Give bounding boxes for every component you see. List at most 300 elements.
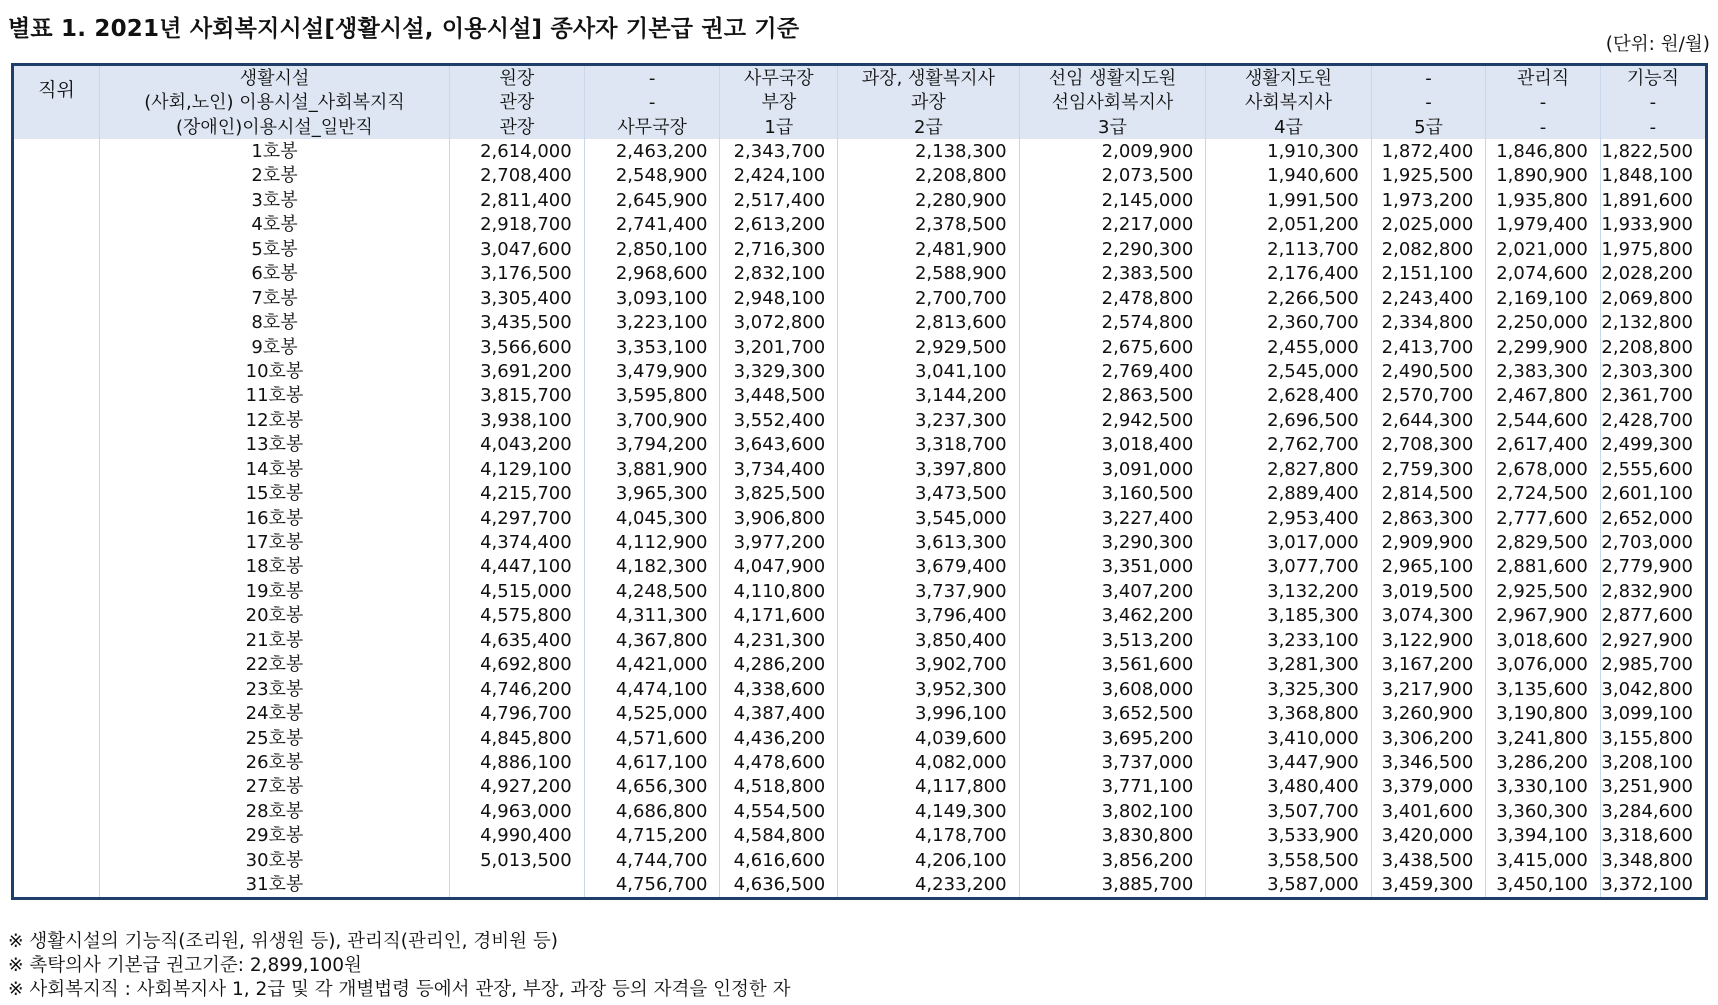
salary-cell: 1,933,900 — [1600, 213, 1706, 237]
table-row — [13, 677, 1707, 701]
salary-cell: 3,348,800 — [1600, 848, 1706, 872]
row-spacer-cell — [13, 335, 100, 359]
column-title-cell: - — [1600, 115, 1706, 139]
salary-cell: 3,566,600 — [450, 335, 585, 359]
salary-cell: 2,481,900 — [838, 237, 1019, 261]
salary-cell: 2,334,800 — [1371, 310, 1486, 334]
column-title-cell: 4급 — [1206, 115, 1371, 139]
salary-cell: 2,601,100 — [1600, 481, 1706, 505]
salary-cell: 2,628,400 — [1206, 384, 1371, 408]
salary-cell: 2,490,500 — [1371, 359, 1486, 383]
table-row — [13, 262, 1707, 286]
salary-cell: 2,967,900 — [1486, 604, 1601, 628]
table-row — [13, 433, 1707, 457]
salary-cell: 3,227,400 — [1019, 506, 1206, 530]
salary-cell: 2,918,700 — [450, 213, 585, 237]
column-title-cell: - — [584, 90, 720, 114]
salary-cell: 3,076,000 — [1486, 653, 1601, 677]
column-title-cell: - — [1486, 90, 1601, 114]
salary-cell: 3,643,600 — [720, 433, 838, 457]
salary-cell: 3,850,400 — [838, 628, 1019, 652]
salary-cell: 2,588,900 — [838, 262, 1019, 286]
salary-cell: 2,478,800 — [1019, 286, 1206, 310]
salary-cell: 2,361,700 — [1600, 384, 1706, 408]
column-title-cell: - — [584, 65, 720, 91]
salary-cell: 4,744,700 — [584, 848, 720, 872]
row-spacer-cell — [13, 408, 100, 432]
column-title-cell: 기능직 — [1600, 65, 1706, 91]
salary-cell: 4,478,600 — [720, 750, 838, 774]
salary-cell: 2,832,900 — [1600, 579, 1706, 603]
salary-cell: 4,233,200 — [838, 872, 1019, 898]
salary-cell: 2,424,100 — [720, 164, 838, 188]
salary-cell: 3,041,100 — [838, 359, 1019, 383]
salary-cell: 3,552,400 — [720, 408, 838, 432]
salary-cell: 2,074,600 — [1486, 262, 1601, 286]
salary-cell: 4,231,300 — [720, 628, 838, 652]
salary-cell: 3,217,900 — [1371, 677, 1486, 701]
column-title-cell: 부장 — [720, 90, 838, 114]
salary-cell: 4,616,600 — [720, 848, 838, 872]
table-row — [13, 701, 1707, 725]
step-cell: 5호봉 — [99, 237, 449, 261]
salary-cell: 3,652,500 — [1019, 701, 1206, 725]
salary-cell: 2,499,300 — [1600, 433, 1706, 457]
salary-cell: 3,410,000 — [1206, 726, 1371, 750]
salary-cell: 3,734,400 — [720, 457, 838, 481]
row-spacer-cell — [13, 677, 100, 701]
salary-cell: 2,850,100 — [584, 237, 720, 261]
salary-cell: 3,190,800 — [1486, 701, 1601, 725]
salary-cell: 2,724,500 — [1486, 481, 1601, 505]
table-row — [13, 408, 1707, 432]
footnotes — [8, 930, 791, 1002]
salary-cell: 3,019,500 — [1371, 579, 1486, 603]
salary-cell: 4,045,300 — [584, 506, 720, 530]
salary-cell: 2,217,000 — [1019, 213, 1206, 237]
salary-cell: 4,171,600 — [720, 604, 838, 628]
salary-cell: 4,311,300 — [584, 604, 720, 628]
row-spacer-cell — [13, 653, 100, 677]
salary-cell: 4,082,000 — [838, 750, 1019, 774]
salary-cell: 3,479,900 — [584, 359, 720, 383]
salary-cell: 3,397,800 — [838, 457, 1019, 481]
salary-cell: 4,447,100 — [450, 555, 585, 579]
position-header-cell — [13, 115, 100, 139]
footnote: ※ 촉탁의사 기본급 권고기준: 2,899,100원 — [8, 955, 362, 976]
salary-cell: 2,383,500 — [1019, 262, 1206, 286]
salary-cell: 4,636,500 — [720, 872, 838, 898]
salary-cell: 3,737,900 — [838, 579, 1019, 603]
step-cell: 30호봉 — [99, 848, 449, 872]
salary-cell: 2,769,400 — [1019, 359, 1206, 383]
salary-cell: 2,652,000 — [1600, 506, 1706, 530]
column-title-cell: 사회복지사 — [1206, 90, 1371, 114]
row-spacer-cell — [13, 848, 100, 872]
salary-cell: 3,135,600 — [1486, 677, 1601, 701]
salary-cell: 2,863,500 — [1019, 384, 1206, 408]
row-spacer-cell — [13, 530, 100, 554]
salary-cell: 2,881,600 — [1486, 555, 1601, 579]
salary-cell: 3,459,300 — [1371, 872, 1486, 898]
salary-cell: 3,815,700 — [450, 384, 585, 408]
salary-cell: 3,965,300 — [584, 481, 720, 505]
header-row — [13, 90, 1707, 114]
salary-cell: 2,644,300 — [1371, 408, 1486, 432]
salary-cell: 3,691,200 — [450, 359, 585, 383]
column-title-cell: 2급 — [838, 115, 1019, 139]
header-row — [13, 65, 1707, 91]
salary-cell: 3,608,000 — [1019, 677, 1206, 701]
salary-cell: 3,047,600 — [450, 237, 585, 261]
salary-cell: 3,122,900 — [1371, 628, 1486, 652]
salary-cell: 3,017,000 — [1206, 530, 1371, 554]
salary-cell: 1,846,800 — [1486, 139, 1601, 163]
salary-cell: 3,284,600 — [1600, 799, 1706, 823]
step-cell: 18호봉 — [99, 555, 449, 579]
salary-cell: 3,286,200 — [1486, 750, 1601, 774]
salary-cell: 3,330,100 — [1486, 775, 1601, 799]
salary-cell: 2,545,000 — [1206, 359, 1371, 383]
salary-cell: 2,051,200 — [1206, 213, 1371, 237]
salary-cell: 2,378,500 — [838, 213, 1019, 237]
salary-cell: 4,692,800 — [450, 653, 585, 677]
column-title-cell: 생활지도원 — [1206, 65, 1371, 91]
table-row — [13, 799, 1707, 823]
salary-cell: 3,167,200 — [1371, 653, 1486, 677]
salary-cell: 3,513,200 — [1019, 628, 1206, 652]
column-title-cell: 관장 — [450, 90, 585, 114]
column-title-cell: 1급 — [720, 115, 838, 139]
salary-cell: 2,069,800 — [1600, 286, 1706, 310]
row-spacer-cell — [13, 262, 100, 286]
step-cell: 8호봉 — [99, 310, 449, 334]
salary-cell: 3,379,000 — [1371, 775, 1486, 799]
row-spacer-cell — [13, 359, 100, 383]
step-cell: 19호봉 — [99, 579, 449, 603]
salary-cell: 3,233,100 — [1206, 628, 1371, 652]
unit-label: (단위: 원/월) — [1605, 34, 1710, 55]
salary-cell: 2,428,700 — [1600, 408, 1706, 432]
step-cell: 28호봉 — [99, 799, 449, 823]
salary-cell: 2,021,000 — [1486, 237, 1601, 261]
salary-cell: 3,306,200 — [1371, 726, 1486, 750]
salary-cell: 3,830,800 — [1019, 824, 1206, 848]
salary-cell: 2,829,500 — [1486, 530, 1601, 554]
row-spacer-cell — [13, 164, 100, 188]
table-row — [13, 555, 1707, 579]
salary-cell: 4,515,000 — [450, 579, 585, 603]
footnote: ※ 생활시설의 기능직(조리원, 위생원 등), 관리직(관리인, 경비원 등) — [8, 931, 558, 952]
table-row — [13, 726, 1707, 750]
column-title-cell: - — [1600, 90, 1706, 114]
row-spacer-cell — [13, 506, 100, 530]
salary-cell: 3,223,100 — [584, 310, 720, 334]
salary-cell: 3,093,100 — [584, 286, 720, 310]
salary-cell: 2,299,900 — [1486, 335, 1601, 359]
row-spacer-cell — [13, 775, 100, 799]
row-spacer-cell — [13, 628, 100, 652]
salary-cell: 2,929,500 — [838, 335, 1019, 359]
salary-cell: 2,909,900 — [1371, 530, 1486, 554]
salary-cell: 1,891,600 — [1600, 188, 1706, 212]
column-title-cell: - — [1371, 65, 1486, 91]
step-cell: 15호봉 — [99, 481, 449, 505]
column-title-cell: 사무국장 — [584, 115, 720, 139]
salary-cell: 2,455,000 — [1206, 335, 1371, 359]
salary-cell: 3,420,000 — [1371, 824, 1486, 848]
salary-cell: 2,132,800 — [1600, 310, 1706, 334]
salary-cell: 2,777,600 — [1486, 506, 1601, 530]
column-title-cell: 원장 — [450, 65, 585, 91]
salary-cell: 2,570,700 — [1371, 384, 1486, 408]
table-row — [13, 384, 1707, 408]
salary-cell: 4,796,700 — [450, 701, 585, 725]
salary-cell: 2,266,500 — [1206, 286, 1371, 310]
header-row — [13, 115, 1707, 139]
salary-cell: 3,241,800 — [1486, 726, 1601, 750]
salary-cell: 4,387,400 — [720, 701, 838, 725]
table-row — [13, 481, 1707, 505]
column-title-cell: 3급 — [1019, 115, 1206, 139]
salary-cell: 4,575,800 — [450, 604, 585, 628]
position-header-cell: 직위 — [13, 65, 100, 115]
row-spacer-cell — [13, 139, 100, 163]
salary-cell: 2,303,300 — [1600, 359, 1706, 383]
step-cell: 12호봉 — [99, 408, 449, 432]
salary-cell: 1,940,600 — [1206, 164, 1371, 188]
column-title-cell: 5급 — [1371, 115, 1486, 139]
salary-cell: 3,018,400 — [1019, 433, 1206, 457]
column-title-cell: 과장 — [838, 90, 1019, 114]
facility-type-label: 생활시설 — [99, 65, 449, 91]
row-spacer-cell — [13, 555, 100, 579]
salary-cell: 2,613,200 — [720, 213, 838, 237]
salary-cell: 1,975,800 — [1600, 237, 1706, 261]
salary-cell: 3,906,800 — [720, 506, 838, 530]
salary-cell: 4,047,900 — [720, 555, 838, 579]
salary-cell: 2,250,000 — [1486, 310, 1601, 334]
salary-cell: 4,436,200 — [720, 726, 838, 750]
salary-cell: 4,367,800 — [584, 628, 720, 652]
row-spacer-cell — [13, 384, 100, 408]
salary-table — [11, 63, 1708, 900]
salary-cell: 2,965,100 — [1371, 555, 1486, 579]
salary-cell: 2,574,800 — [1019, 310, 1206, 334]
salary-cell: 4,617,100 — [584, 750, 720, 774]
salary-cell: 2,696,500 — [1206, 408, 1371, 432]
salary-cell: 4,990,400 — [450, 824, 585, 848]
step-cell: 7호봉 — [99, 286, 449, 310]
salary-cell: 3,700,900 — [584, 408, 720, 432]
salary-cell: 3,952,300 — [838, 677, 1019, 701]
salary-cell: 4,635,400 — [450, 628, 585, 652]
salary-cell: 3,533,900 — [1206, 824, 1371, 848]
salary-cell: 3,353,100 — [584, 335, 720, 359]
step-cell: 3호봉 — [99, 188, 449, 212]
table-row — [13, 872, 1707, 898]
salary-cell: 3,281,300 — [1206, 653, 1371, 677]
salary-cell: 3,613,300 — [838, 530, 1019, 554]
salary-cell: 3,360,300 — [1486, 799, 1601, 823]
column-title-cell: 선임사회복지사 — [1019, 90, 1206, 114]
step-cell: 4호봉 — [99, 213, 449, 237]
salary-cell: 1,935,800 — [1486, 188, 1601, 212]
salary-cell: 3,561,600 — [1019, 653, 1206, 677]
salary-cell: 2,813,600 — [838, 310, 1019, 334]
salary-cell: 2,968,600 — [584, 262, 720, 286]
salary-cell: 5,013,500 — [450, 848, 585, 872]
salary-cell: 4,518,800 — [720, 775, 838, 799]
salary-cell: 2,169,100 — [1486, 286, 1601, 310]
row-spacer-cell — [13, 799, 100, 823]
step-cell: 11호봉 — [99, 384, 449, 408]
salary-cell: 1,925,500 — [1371, 164, 1486, 188]
salary-cell: 2,555,600 — [1600, 457, 1706, 481]
salary-cell: 3,595,800 — [584, 384, 720, 408]
salary-cell: 2,113,700 — [1206, 237, 1371, 261]
salary-cell: 2,675,600 — [1019, 335, 1206, 359]
step-cell: 23호봉 — [99, 677, 449, 701]
salary-cell: 2,877,600 — [1600, 604, 1706, 628]
step-cell: 26호봉 — [99, 750, 449, 774]
salary-cell: 3,091,000 — [1019, 457, 1206, 481]
salary-cell: 4,248,500 — [584, 579, 720, 603]
salary-cell: 3,072,800 — [720, 310, 838, 334]
step-cell: 25호봉 — [99, 726, 449, 750]
salary-cell: 2,617,400 — [1486, 433, 1601, 457]
salary-cell: 3,802,100 — [1019, 799, 1206, 823]
row-spacer-cell — [13, 701, 100, 725]
salary-cell: 3,290,300 — [1019, 530, 1206, 554]
column-title-cell: - — [1371, 90, 1486, 114]
step-cell: 13호봉 — [99, 433, 449, 457]
salary-cell: 3,737,000 — [1019, 750, 1206, 774]
salary-cell: 2,151,100 — [1371, 262, 1486, 286]
salary-cell: 3,794,200 — [584, 433, 720, 457]
salary-cell: 1,848,100 — [1600, 164, 1706, 188]
salary-cell: 3,462,200 — [1019, 604, 1206, 628]
salary-cell: 2,082,800 — [1371, 237, 1486, 261]
row-spacer-cell — [13, 286, 100, 310]
salary-cell: 4,963,000 — [450, 799, 585, 823]
step-cell: 9호봉 — [99, 335, 449, 359]
salary-cell: 2,028,200 — [1600, 262, 1706, 286]
salary-cell: 3,902,700 — [838, 653, 1019, 677]
row-spacer-cell — [13, 310, 100, 334]
salary-cell: 2,343,700 — [720, 139, 838, 163]
salary-cell: 2,463,200 — [584, 139, 720, 163]
salary-cell: 4,112,900 — [584, 530, 720, 554]
salary-cell: 2,700,700 — [838, 286, 1019, 310]
salary-cell: 3,155,800 — [1600, 726, 1706, 750]
salary-cell: 2,827,800 — [1206, 457, 1371, 481]
salary-cell: 4,297,700 — [450, 506, 585, 530]
salary-cell: 2,708,400 — [450, 164, 585, 188]
row-spacer-cell — [13, 481, 100, 505]
salary-cell: 2,243,400 — [1371, 286, 1486, 310]
salary-cell: 3,480,400 — [1206, 775, 1371, 799]
salary-cell: 2,138,300 — [838, 139, 1019, 163]
salary-cell: 2,383,300 — [1486, 359, 1601, 383]
salary-cell: 4,043,200 — [450, 433, 585, 457]
salary-cell: 3,885,700 — [1019, 872, 1206, 898]
table-row — [13, 506, 1707, 530]
row-spacer-cell — [13, 188, 100, 212]
salary-cell: 2,953,400 — [1206, 506, 1371, 530]
step-cell: 21호봉 — [99, 628, 449, 652]
salary-cell: 3,438,500 — [1371, 848, 1486, 872]
salary-cell: 4,715,200 — [584, 824, 720, 848]
salary-cell: 3,796,400 — [838, 604, 1019, 628]
salary-cell: 1,979,400 — [1486, 213, 1601, 237]
salary-cell: 2,741,400 — [584, 213, 720, 237]
table-row — [13, 530, 1707, 554]
step-cell: 6호봉 — [99, 262, 449, 286]
step-cell: 20호봉 — [99, 604, 449, 628]
salary-cell: 4,182,300 — [584, 555, 720, 579]
table-row — [13, 164, 1707, 188]
salary-cell: 3,260,900 — [1371, 701, 1486, 725]
salary-cell: 3,435,500 — [450, 310, 585, 334]
column-title-cell: 과장, 생활복지사 — [838, 65, 1019, 91]
table-row — [13, 359, 1707, 383]
salary-cell: 2,889,400 — [1206, 481, 1371, 505]
salary-cell: 2,073,500 — [1019, 164, 1206, 188]
salary-cell: 4,215,700 — [450, 481, 585, 505]
salary-cell: 2,025,000 — [1371, 213, 1486, 237]
table-row — [13, 824, 1707, 848]
salary-cell: 2,145,000 — [1019, 188, 1206, 212]
salary-cell: 3,160,500 — [1019, 481, 1206, 505]
salary-cell: 3,318,700 — [838, 433, 1019, 457]
step-cell: 17호봉 — [99, 530, 449, 554]
salary-cell: 3,201,700 — [720, 335, 838, 359]
salary-cell: 2,548,900 — [584, 164, 720, 188]
salary-cell: 2,985,700 — [1600, 653, 1706, 677]
salary-cell: 3,448,500 — [720, 384, 838, 408]
table-row — [13, 628, 1707, 652]
salary-cell: 1,910,300 — [1206, 139, 1371, 163]
column-title-cell: 사무국장 — [720, 65, 838, 91]
salary-cell: 2,413,700 — [1371, 335, 1486, 359]
salary-cell: 3,099,100 — [1600, 701, 1706, 725]
salary-cell: 2,703,000 — [1600, 530, 1706, 554]
salary-cell: 4,149,300 — [838, 799, 1019, 823]
facility-type-label: (장애인)이용시설_일반직 — [99, 115, 449, 139]
salary-cell: 1,822,500 — [1600, 139, 1706, 163]
salary-cell: 1,890,900 — [1486, 164, 1601, 188]
salary-cell: 2,762,700 — [1206, 433, 1371, 457]
salary-cell: 3,996,100 — [838, 701, 1019, 725]
salary-cell: 4,686,800 — [584, 799, 720, 823]
salary-cell: 3,077,700 — [1206, 555, 1371, 579]
column-title-cell: 관장 — [450, 115, 585, 139]
step-cell: 24호봉 — [99, 701, 449, 725]
salary-cell: 3,132,200 — [1206, 579, 1371, 603]
salary-cell: 2,467,800 — [1486, 384, 1601, 408]
salary-table-body — [13, 65, 1707, 899]
salary-cell: 3,318,600 — [1600, 824, 1706, 848]
table-row — [13, 579, 1707, 603]
salary-cell: 2,779,900 — [1600, 555, 1706, 579]
step-cell: 10호봉 — [99, 359, 449, 383]
table-row — [13, 457, 1707, 481]
salary-cell: 3,176,500 — [450, 262, 585, 286]
salary-cell: 4,927,200 — [450, 775, 585, 799]
salary-cell: 4,178,700 — [838, 824, 1019, 848]
salary-cell: 3,305,400 — [450, 286, 585, 310]
